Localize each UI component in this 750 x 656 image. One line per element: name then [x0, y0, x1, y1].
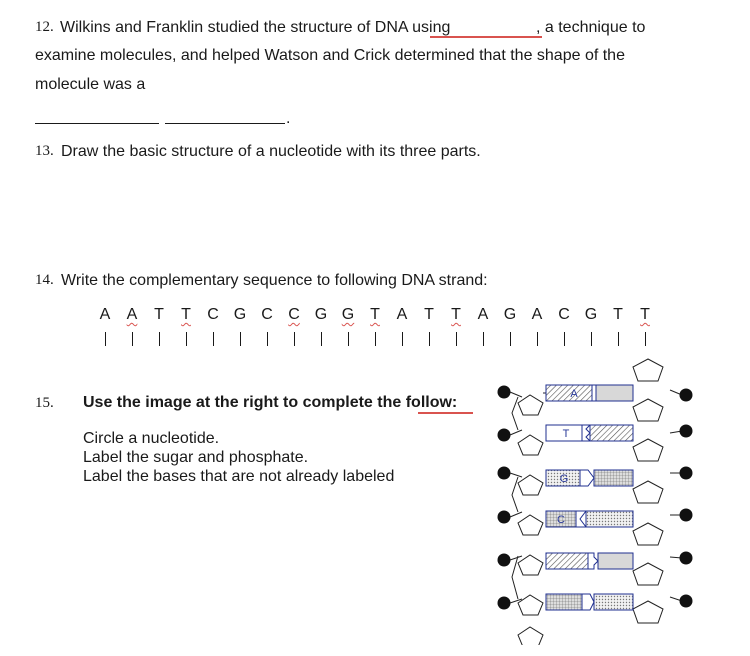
sequence-base: G [503, 306, 517, 323]
base-label-c: C [557, 514, 565, 526]
sequence-bond-line [429, 332, 430, 346]
q12-blank-1[interactable] [430, 22, 542, 43]
sequence-bond-line [564, 332, 565, 346]
phosphate-circle [498, 429, 511, 442]
sequence-base: G [341, 306, 355, 323]
sequence-base: A [477, 306, 489, 323]
sugar-pentagon [633, 359, 663, 381]
base-label-g: G [559, 473, 569, 485]
sequence-base: T [370, 306, 380, 323]
phosphate-circle [680, 467, 693, 480]
sequence-bond-line [321, 332, 322, 346]
phosphate-circle [498, 554, 511, 567]
q13-text: Draw the basic structure of a nucleotide with its three parts. [61, 143, 481, 160]
sequence-bond-line [105, 332, 106, 346]
q15-title-text: Use the image at the right to complete the follow: [83, 394, 458, 411]
sequence-base: C [288, 306, 300, 323]
sequence-bond-line [348, 332, 349, 346]
sequence-bond-line [240, 332, 241, 346]
sugar-pentagon [633, 439, 663, 461]
sequence-base: A [99, 306, 111, 323]
base-label-t: T [562, 428, 570, 440]
sugar-pentagon [518, 395, 543, 415]
q12-line3: molecule was a [35, 76, 146, 93]
sugar-pentagon [518, 475, 543, 495]
right-phosphates [680, 389, 693, 608]
sequence-base: C [261, 306, 273, 323]
q15-title [83, 394, 457, 412]
sequence-bond-line [456, 332, 457, 346]
phosphate-circle [680, 552, 693, 565]
base-unlabeled-1 [546, 553, 588, 569]
sugar-pentagon [518, 515, 543, 535]
sequence-bond-line [213, 332, 214, 346]
sequence-base: A [531, 306, 543, 323]
sequence-base: G [314, 306, 328, 323]
q12-line4-period: . [286, 110, 291, 127]
sugar-pentagon [633, 481, 663, 503]
sequence-base: C [558, 306, 570, 323]
sequence-base: G [584, 306, 598, 323]
q15-item-label-bases: Label the bases that are not already labeled [83, 468, 395, 485]
sugar-pentagon [633, 523, 663, 545]
left-phosphates [498, 386, 511, 610]
phosphate-circle [498, 597, 511, 610]
sequence-bond-line [267, 332, 268, 346]
q14-text: Write the complementary sequence to following DNA strand: [61, 272, 488, 289]
q12-blank-3[interactable] [165, 109, 285, 129]
left-sugars [518, 395, 543, 645]
base-pairs [543, 385, 633, 610]
q12-line1-end: , a technique to [536, 19, 646, 36]
sequence-bond-line [159, 332, 160, 346]
sequence-bond-line [375, 332, 376, 346]
sequence-bond-line [132, 332, 133, 346]
sequence-base: C [207, 306, 219, 323]
base-a [546, 385, 592, 401]
right-sugars [633, 359, 663, 623]
phosphate-circle [498, 511, 511, 524]
sequence-bond-line [402, 332, 403, 346]
q15-title-underline [418, 412, 473, 414]
sequence-base: G [233, 306, 247, 323]
sugar-pentagon [518, 595, 543, 615]
sequence-base: T [640, 306, 650, 323]
sugar-pentagon [518, 555, 543, 575]
sequence-base: T [613, 306, 623, 323]
phosphate-circle [680, 389, 693, 402]
sugar-pentagon [633, 601, 663, 623]
phosphate-circle [680, 425, 693, 438]
sequence-base: T [181, 306, 191, 323]
sequence-base: A [126, 306, 138, 323]
sequence-bond-line [537, 332, 538, 346]
sugar-pentagon [518, 435, 543, 455]
q12-number: 12. [35, 19, 54, 35]
left-backbone [510, 392, 522, 603]
phosphate-circle [680, 509, 693, 522]
sequence-bond-line [510, 332, 511, 346]
sequence-base: A [396, 306, 408, 323]
q15-item-circle: Circle a nucleotide. [83, 430, 220, 447]
q15-number: 15. [35, 395, 54, 411]
phosphate-circle [680, 595, 693, 608]
q15-item-label-sugar: Label the sugar and phosphate. [83, 449, 309, 466]
q12-line1-start-text: Wilkins and Franklin studied the structure of DNA using [60, 19, 451, 36]
sugar-pentagon [518, 627, 543, 645]
right-backbone [670, 390, 682, 601]
sugar-pentagon [633, 399, 663, 421]
sequence-bond-line [618, 332, 619, 346]
sequence-bond-line [483, 332, 484, 346]
phosphate-circle [498, 467, 511, 480]
sequence-bond-line [591, 332, 592, 346]
q13-number: 13. [35, 143, 54, 159]
sequence-base: T [424, 306, 434, 323]
q12-line2: examine molecules, and helped Watson and Crick determined that the shape of the [35, 47, 625, 64]
phosphate-circle [498, 386, 511, 399]
dna-ladder-diagram [490, 355, 705, 645]
q12-line1-start [60, 19, 450, 37]
sequence-bond-line [294, 332, 295, 346]
sequence-base: T [451, 306, 461, 323]
sequence-bond-line [186, 332, 187, 346]
q12-blank-2[interactable] [35, 109, 159, 129]
base-label-a: A [570, 388, 578, 400]
sequence-bond-line [645, 332, 646, 346]
base-unlabeled-2 [546, 594, 582, 610]
q14-number: 14. [35, 272, 54, 288]
sequence-base: T [154, 306, 164, 323]
sugar-pentagon [633, 563, 663, 585]
